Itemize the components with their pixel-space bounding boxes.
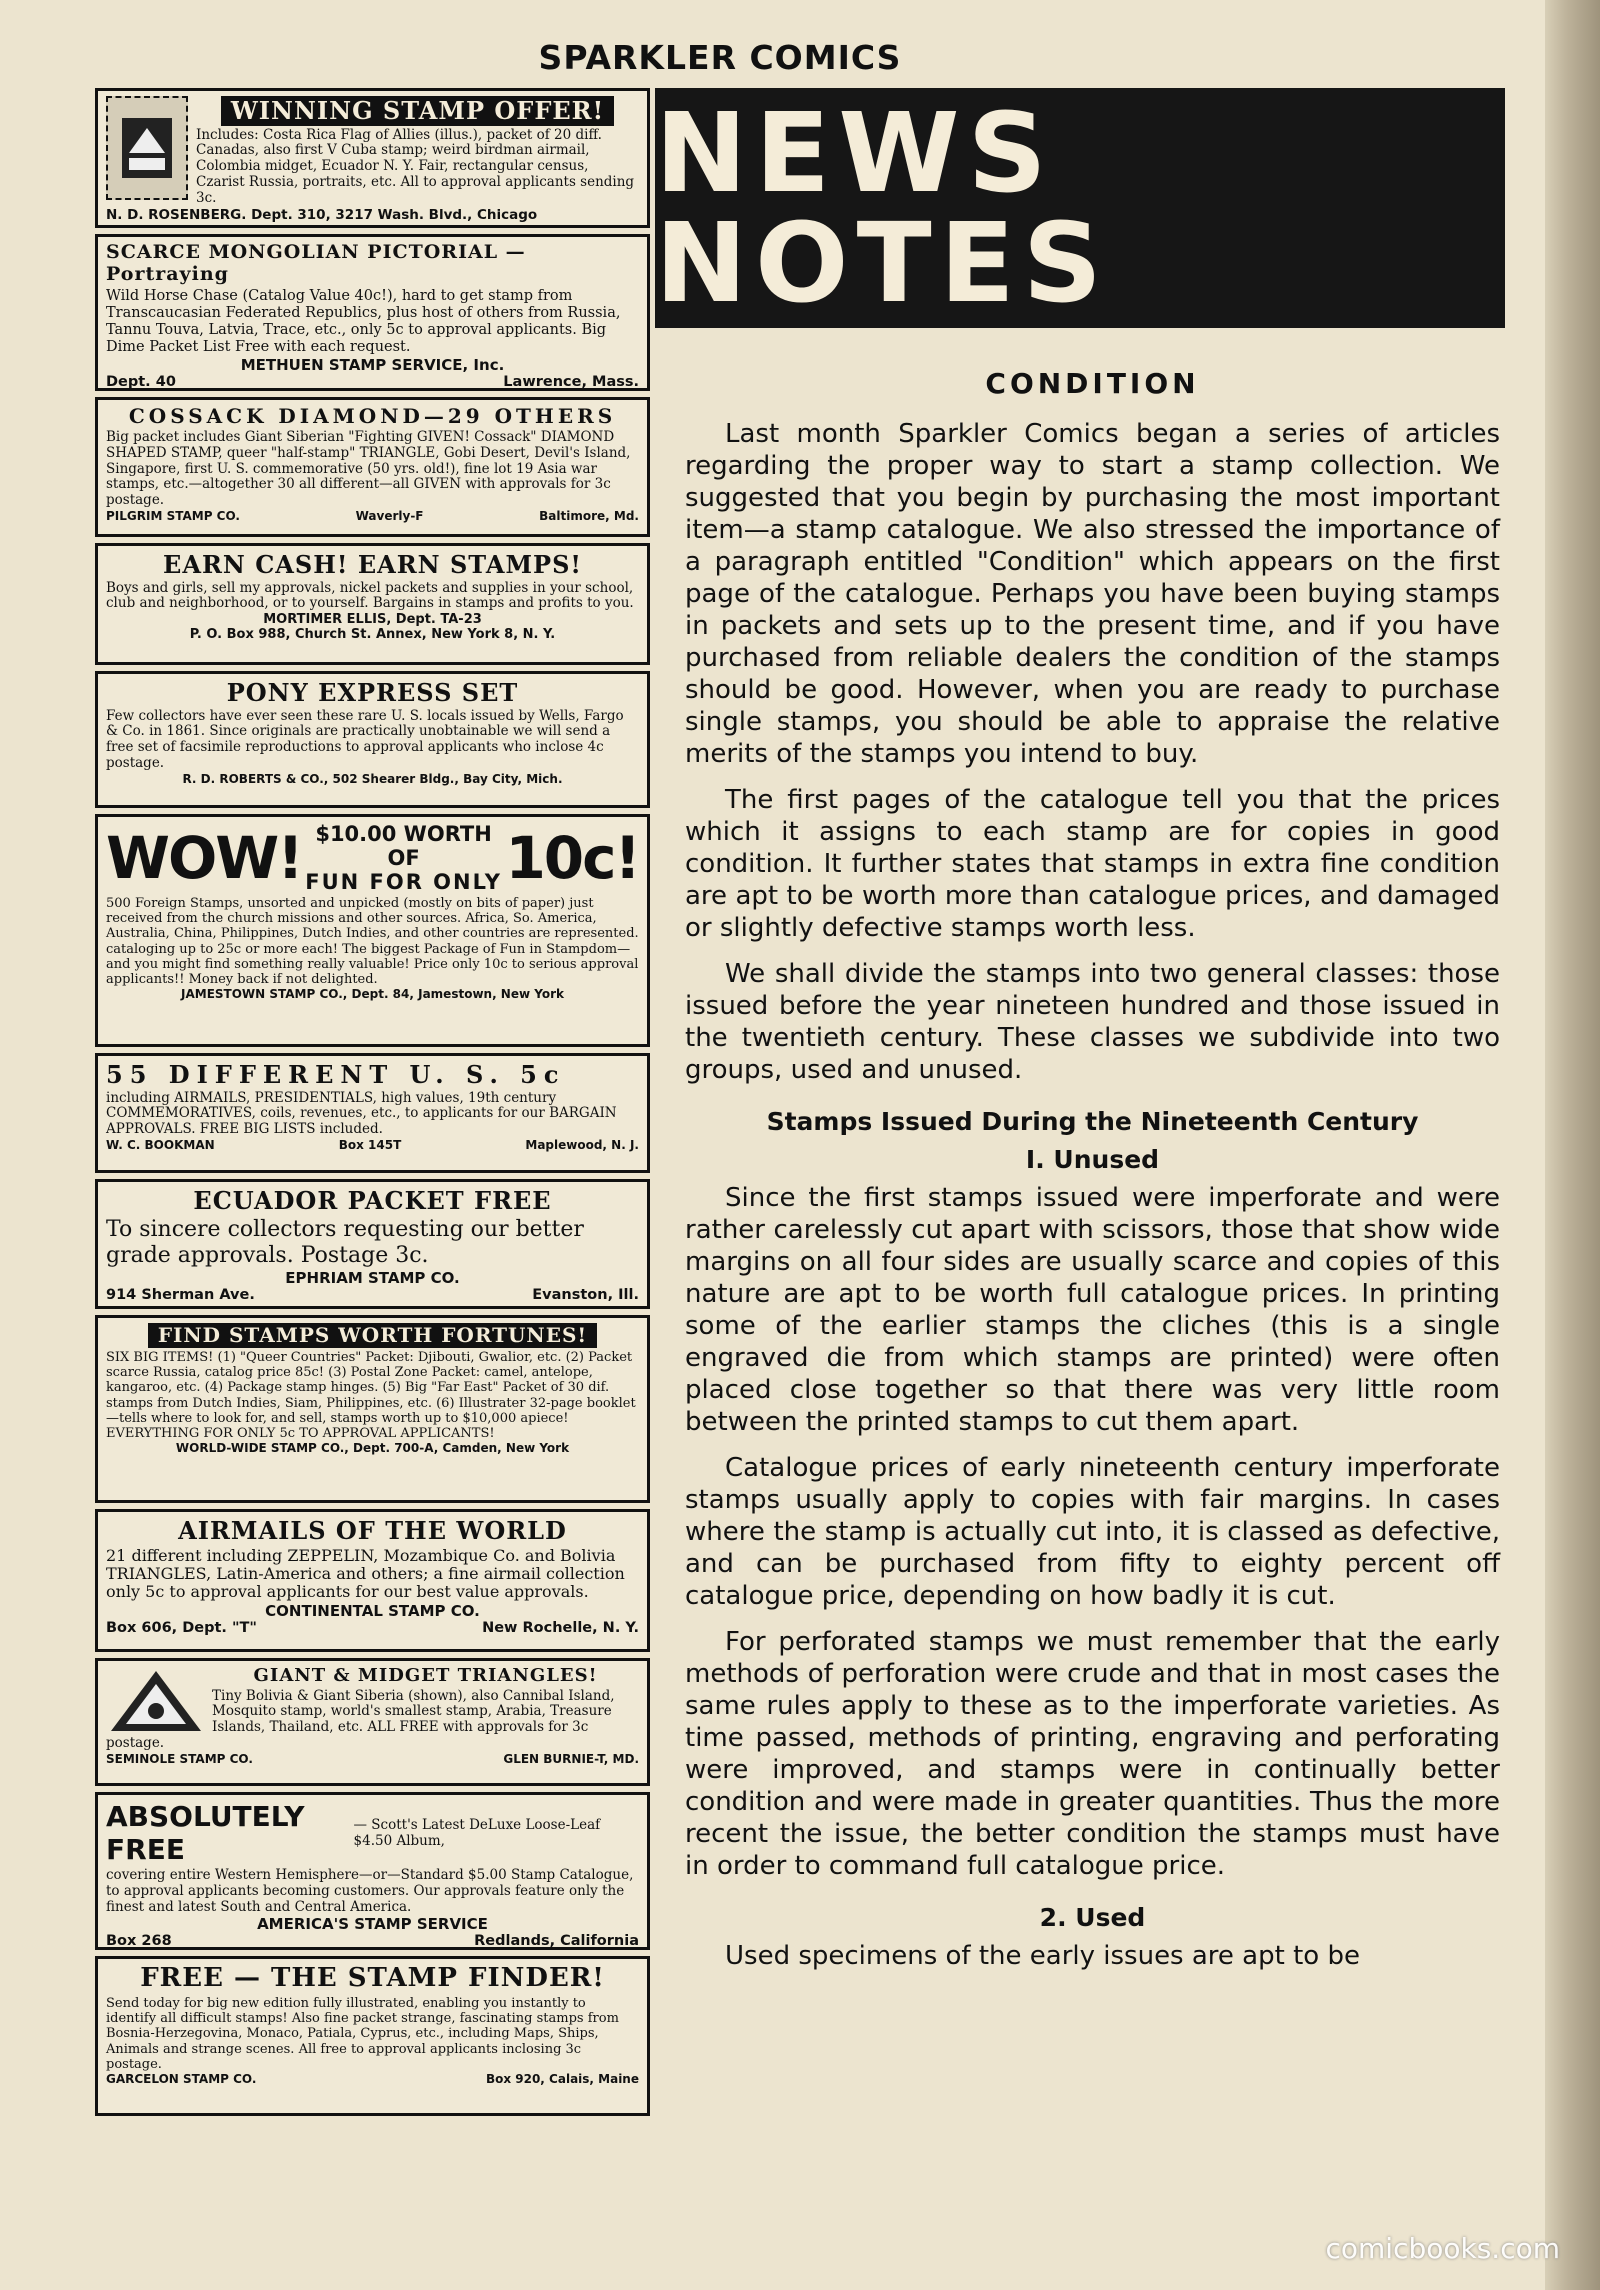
ad-body: SIX BIG ITEMS! (1) "Queer Countries" Packet: Djibouti, Gwalior, etc. (2) Packet scarce Russia, catalog price 85c! (3) Postal Zone Packet: camel, antelope, kangaroo, etc. (4) Package stamp hinges. (5) Big "Far East" Packet of 30 dif. stamps from Dutch Indies, Siam, Philippines, etc. (6) Illustrater 32-page booklet—tells where to look for, and sell, stamps worth up to $10,000 apiece! EVERYTHING FOR ONLY 5c TO APPROVAL APPLICANTS! (106, 1350, 636, 1442)
ad-big-mid2: FUN FOR ONLY (305, 870, 502, 894)
ads-column (95, 88, 650, 2122)
ad-body: Big packet includes Giant Siberian "Fighting GIVEN! Cossack" DIAMOND SHAPED STAMP, queer "half-stamp" TRIANGLE, Gobi Desert, Devil's Island, Singapore, first U. S. commemorative (50 yrs. old!), fine lot 19 Asia war stamps, etc.—altogether 30 all different—all GIVEN with approvals for 3c postage. (106, 429, 631, 509)
ad-big-right: 10c! (505, 824, 639, 892)
condition-article (685, 368, 1500, 1986)
ad-55-different (95, 1053, 650, 1173)
subheading: Stamps Issued During the Nineteenth Century (766, 1107, 1419, 1136)
subheading: I. Unused (1025, 1145, 1160, 1174)
ad-left: 914 Sherman Ave. (106, 1287, 255, 1304)
ad-title: AIRMAILS OF THE WORLD (178, 1516, 567, 1545)
ad-pony-express (95, 671, 650, 808)
ad-winning-stamp-offer (95, 88, 650, 228)
ad-body: covering entire Western Hemisphere—or—Standard $5.00 Stamp Catalogue, to approval applicants becoming customers. Our approvals feature only the finest and latest South and Central America. (106, 1867, 634, 1915)
ad-company: MORTIMER ELLIS, Dept. TA-23 (263, 612, 482, 628)
ad-company: EPHRIAM STAMP CO. (285, 1269, 460, 1288)
ad-title: COSSACK DIAMOND—29 OTHERS (128, 404, 617, 428)
ad-footer: WORLD-WIDE STAMP CO., Dept. 700-A, Camden, New York (175, 1441, 570, 1456)
ad-footer: R. D. ROBERTS & CO., 502 Shearer Bldg., Bay City, Mich. (182, 771, 563, 786)
ad-body: 21 different including ZEPPELIN, Mozambique Co. and Bolivia TRIANGLES, Latin-America and others; a fine airmail collection only 5c to approval applicants for our best value approvals. (106, 1545, 625, 1602)
ad-title: SCARCE MONGOLIAN PICTORIAL — Portraying (106, 241, 526, 285)
ad-ecuador-packet (95, 1179, 650, 1309)
subheading: 2. Used (1039, 1903, 1146, 1932)
banner-title: NEWS NOTES (655, 89, 1110, 327)
ad-right: GLEN BURNIE-T, MD. (503, 1751, 639, 1766)
ad-right: Lawrence, Mass. (503, 373, 639, 390)
ad-title: ABSOLUTELY FREE (106, 1800, 305, 1866)
ad-left: Box 606, Dept. "T" (106, 1619, 257, 1636)
ad-body: Wild Horse Chase (Catalog Value 40c!), hard to get stamp from Transcaucasian Federated Republics, plus host of others from Russia, Tannu Touva, Latvia, Trace, etc., only 5c to approval applicants. Big Dime Packet List Free with each request. (106, 287, 621, 355)
ad-triangles (95, 1658, 650, 1786)
ad-body: including AIRMAILS, PRESIDENTIALS, high values, 19th century COMMEMORATIVES, coils, revenues, etc., to applicants for our BARGAIN APPROVALS. FREE BIG LISTS included. (106, 1089, 617, 1138)
ad-scarce-mongolian (95, 234, 650, 391)
ad-title: 55 DIFFERENT U. S. 5c (106, 1060, 566, 1089)
ad-body: Boys and girls, sell my approvals, nickel packets and supplies in your school, club and neighborhood, or to yourself. Bargains in stamps and profits to you. (106, 579, 634, 612)
ad-title: PONY EXPRESS SET (226, 678, 519, 707)
ad-left: Box 268 (106, 1933, 172, 1950)
ad-title: FIND STAMPS WORTH FORTUNES! (148, 1323, 597, 1348)
ad-airmails (95, 1509, 650, 1652)
paragraph: Since the first stamps issued were imperforate and were rather carelessly cut apart with scissors, those that show wide margins on all four sides are usually scarce and copies of this nature are apt to be worth full catalogue prices. In printing some of the earlier stamps the cliches (this is a single engraved die from which stamps are printed) were often placed close together so that there was very little room between the printed stamps to cut them apart. (685, 1183, 1500, 1437)
ad-company: AMERICA'S STAMP SERVICE (257, 1915, 488, 1934)
ad-body: 500 Foreign Stamps, unsorted and unpicked (mostly on bits of paper) just received from the church missions and other sources. Africa, So. America, Australia, China, Philippines, Dutch Indies, and other countries are represented. cataloging up to 25c or more each! The biggest Package of Fun in Stampdom—and you might find something really valuable! Price only 10c to serious approval applicants!! Money back if not delighted. (106, 896, 639, 988)
flag-stamp-icon (106, 96, 188, 200)
ad-body: Tiny Bolivia & Giant Siberia (shown), also Cannibal Island, Mosquito stamp, world's smallest stamp, Arabia, Treasure Islands, Thailand, etc. ALL FREE with approvals for 3c postage. (106, 1687, 615, 1752)
ad-wow-fun (95, 814, 650, 1047)
ad-title: ECUADOR PACKET FREE (193, 1186, 552, 1215)
ad-middle: Box 145T (338, 1137, 402, 1152)
ad-right: Maplewood, N. J. (525, 1137, 639, 1152)
ad-company: METHUEN STAMP SERVICE, Inc. (240, 355, 505, 374)
ad-body: Includes: Costa Rica Flag of Allies (illus.), packet of 20 diff. Canadas, also first V Cuba stamp; weird birdman airmail, Colombia midget, Ecuador N. Y. Fair, rectangular census, Czarist Russia, portraits, etc. All to approval applicants sending 3c. (196, 126, 635, 206)
page-header: SPARKLER COMICS (538, 38, 902, 77)
ad-title: GIANT & MIDGET TRIANGLES! (253, 1665, 598, 1686)
ad-body: Send today for big new edition fully illustrated, enabling you instantly to identify all difficult stamps! Also fine packet strange, fascinating stamps from Bosnia-Herzegovina, Monaco, Patiala, Cyprus, etc., including Maps, Ships, Animals and strange scenes. All free to approval applicants inclosing 3c postage. (106, 1995, 619, 2072)
ad-left: W. C. BOOKMAN (106, 1137, 215, 1152)
paragraph: For perforated stamps we must remember that the early methods of perforation were crude and that in most cases the same rules apply to these as to the imperforate varieties. As time passed, methods of printing, engraving and perforating were improved, and stamps were in continually better condition and were made in greater quantities. Thus the more recent the issue, the better condition the stamps must have in order to command full catalogue price. (685, 1627, 1500, 1881)
ad-big-mid1: $10.00 WORTH OF (315, 822, 492, 870)
ad-title: WINNING STAMP OFFER! (221, 96, 614, 126)
news-notes-banner (655, 88, 1505, 328)
ad-left: Dept. 40 (106, 373, 176, 390)
ad-left: PILGRIM STAMP CO. (106, 508, 240, 523)
ad-company: CONTINENTAL STAMP CO. (265, 1601, 480, 1620)
section-title: CONDITION (985, 367, 1200, 400)
ad-big-left: WOW! (106, 824, 302, 892)
ad-title: FREE — THE STAMP FINDER! (140, 1963, 605, 1993)
ad-left: GARCELON STAMP CO. (106, 2071, 257, 2086)
ad-footer: JAMESTOWN STAMP CO., Dept. 84, Jamestown, New York (181, 987, 564, 1002)
ad-right: Redlands, California (474, 1933, 639, 1950)
paragraph: Catalogue prices of early nineteenth century imperforate stamps usually apply to copies with fair margins. In cases where the stamp is actually cut into, it is classed as defective, and can be purchased from fifty to eighty percent off catalogue price, depending on how badly it is cut. (685, 1453, 1500, 1611)
ad-company: N. D. ROSENBERG. Dept. 310, 3217 Wash. Blvd., Chicago (106, 206, 538, 223)
ad-right: Baltimore, Md. (539, 508, 639, 523)
ad-body: Few collectors have ever seen these rare U. S. locals issued by Wells, Fargo & Co. in 1861. Since originals are practically unobtainable we will send a free set of facsimile reproductions to approval applicants who inclose 4c postage. (106, 707, 624, 771)
ad-absolutely-free (95, 1792, 650, 1950)
ad-right: Box 920, Calais, Maine (485, 2071, 639, 2086)
triangle-stamps-icon (106, 1666, 206, 1736)
ad-right: New Rochelle, N. Y. (482, 1619, 639, 1636)
ad-middle: Waverly-F (355, 508, 424, 523)
ad-earn-cash (95, 543, 650, 665)
ad-find-stamps (95, 1315, 650, 1503)
watermark: comicbooks.com (1325, 2232, 1560, 2265)
page-edge (1545, 0, 1600, 2290)
ad-right: Evanston, Ill. (532, 1287, 639, 1304)
ad-footer: P. O. Box 988, Church St. Annex, New York 8, N. Y. (189, 627, 556, 643)
ad-cossack-diamond (95, 397, 650, 537)
paragraph: Used specimens of the early issues are apt to be (725, 1941, 1360, 1971)
paragraph: The first pages of the catalogue tell you that the prices which it assigns to each stamp are for copies in good condition. It further states that stamps in extra fine condition are apt to be worth more than catalogue prices, and damaged or slightly defective stamps worth less. (685, 785, 1500, 943)
paragraph: We shall divide the stamps into two general classes: those issued before the year nineteen hundred and those issued in the twentieth century. These classes we subdivide into two groups, used and unused. (685, 959, 1500, 1085)
paragraph: Last month Sparkler Comics began a series of articles regarding the proper way to start a stamp collection. We suggested that you begin by purchasing the most important item—a stamp catalogue. We also stressed the importance of a paragraph entitled "Condition" which appears on the first page of the catalogue. Perhaps you have been buying stamps in packets and sets up to the present time, and if you have purchased from reliable dealers the condition of the stamps should be good. However, when you are ready to purchase single stamps, you should be able to appraise the relative merits of the stamps you intend to buy. (685, 419, 1500, 769)
ad-stamp-finder (95, 1956, 650, 2116)
ad-body: To sincere collectors requesting our better grade approvals. Postage 3c. (106, 1216, 584, 1268)
ad-title-note: — Scott's Latest DeLuxe Loose-Leaf $4.50 Album, (353, 1817, 601, 1849)
ad-left: SEMINOLE STAMP CO. (106, 1751, 253, 1766)
ad-title: EARN CASH! EARN STAMPS! (163, 550, 582, 579)
